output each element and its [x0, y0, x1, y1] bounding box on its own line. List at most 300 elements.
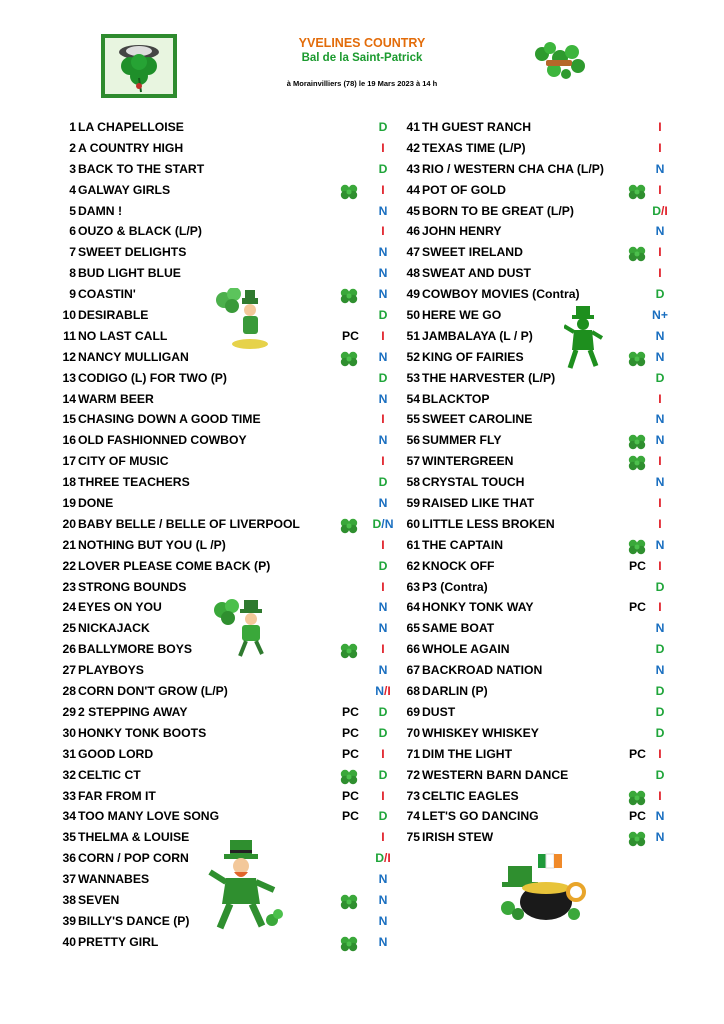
song-title: KING OF FAIRIES — [422, 349, 524, 364]
level-badge: N — [378, 496, 388, 511]
song-number: 57 — [406, 454, 420, 469]
level-badge: I — [381, 412, 385, 427]
song-title: SUMMER FLY — [422, 433, 502, 448]
song-row — [60, 514, 392, 535]
level-badge: N+ — [652, 308, 668, 323]
level-badge: D — [378, 767, 388, 782]
song-row — [404, 201, 668, 222]
song-row — [60, 932, 392, 953]
level-badge: D/I — [375, 851, 391, 866]
song-row — [404, 430, 668, 451]
song-number: 48 — [406, 266, 420, 281]
level-badge: N — [655, 433, 665, 448]
song-title: DONE — [78, 496, 114, 511]
song-number: 71 — [406, 746, 420, 761]
song-number: 19 — [62, 496, 76, 511]
song-number: 3 — [69, 161, 76, 176]
level-badge: D — [378, 809, 388, 824]
song-title: NANCY MULLIGAN — [78, 349, 189, 364]
level-badge: D — [655, 370, 665, 385]
level-badge: I — [381, 579, 385, 594]
level-badge: D — [655, 287, 665, 302]
level-badge: N — [378, 892, 388, 907]
song-row — [404, 556, 668, 577]
song-row — [404, 493, 668, 514]
song-row — [404, 409, 668, 430]
song-number: 69 — [406, 704, 420, 719]
song-row — [404, 723, 668, 744]
song-title: BILLY'S DANCE (P) — [78, 913, 190, 928]
level-badge: N — [378, 433, 388, 448]
level-badge: D — [378, 725, 388, 740]
song-number: 21 — [62, 537, 76, 552]
song-number: 16 — [62, 433, 76, 448]
level-badge: N/I — [375, 684, 391, 699]
shamrock-icon — [339, 517, 359, 535]
level-badge: I — [381, 830, 385, 845]
song-row — [404, 326, 668, 347]
song-row — [60, 117, 392, 138]
song-title: PRETTY GIRL — [78, 934, 159, 949]
song-title: WINTERGREEN — [422, 454, 514, 469]
song-number: 64 — [406, 600, 420, 615]
song-title: SAME BOAT — [422, 621, 495, 636]
level-badge: D — [378, 308, 388, 323]
song-row — [60, 639, 392, 660]
song-title: WANNABES — [78, 872, 150, 887]
level-badge: D/I — [652, 203, 668, 218]
song-title: RIO / WESTERN CHA CHA (L/P) — [422, 161, 604, 176]
level-badge: D — [655, 642, 665, 657]
song-title: COASTIN' — [78, 287, 136, 302]
level-badge: I — [381, 537, 385, 552]
level-badge: N — [378, 266, 388, 281]
song-number: 20 — [62, 516, 76, 531]
level-badge: I — [658, 454, 662, 469]
song-row — [404, 744, 668, 765]
level-badge: D — [655, 579, 665, 594]
song-row — [404, 639, 668, 660]
song-number: 40 — [62, 934, 76, 949]
level-badge: N — [655, 830, 665, 845]
song-title: CHASING DOWN A GOOD TIME — [78, 412, 261, 427]
level-badge: N — [655, 663, 665, 678]
song-list-left — [60, 117, 392, 953]
song-title: SWEAT AND DUST — [422, 266, 532, 281]
song-title: DESIRABLE — [78, 308, 149, 323]
song-number: 30 — [62, 725, 76, 740]
song-title: FAR FROM IT — [78, 788, 156, 803]
page-title: YVELINES COUNTRY — [298, 36, 426, 50]
song-number: 12 — [62, 349, 76, 364]
song-row — [60, 848, 392, 869]
level-badge: D — [655, 684, 665, 699]
song-number: 68 — [406, 684, 420, 699]
song-number: 8 — [69, 266, 76, 281]
level-badge: I — [658, 600, 662, 615]
song-number: 55 — [406, 412, 420, 427]
level-badge: I — [381, 224, 385, 239]
song-title: OUZO & BLACK (L/P) — [78, 224, 202, 239]
song-number: 31 — [62, 746, 76, 761]
song-row — [404, 765, 668, 786]
level-badge: I — [658, 496, 662, 511]
song-row — [404, 597, 668, 618]
song-number: 54 — [406, 391, 420, 406]
song-row — [60, 660, 392, 681]
song-number: 1 — [69, 120, 76, 134]
song-title: HONKY TONK WAY — [422, 600, 534, 615]
song-title: BORN TO BE GREAT (L/P) — [422, 203, 574, 218]
song-row — [60, 577, 392, 598]
song-title: A COUNTRY HIGH — [78, 140, 184, 155]
song-row — [60, 911, 392, 932]
song-row — [60, 723, 392, 744]
song-number: 37 — [62, 872, 76, 887]
song-number: 70 — [406, 725, 420, 740]
song-title: WHISKEY WHISKEY — [422, 725, 539, 740]
song-row — [60, 890, 392, 911]
shamrock-icon — [339, 183, 359, 201]
song-number: 23 — [62, 579, 76, 594]
song-title: THELMA & LOUISE — [78, 830, 190, 845]
level-badge: N — [378, 349, 388, 364]
level-badge: I — [658, 266, 662, 281]
shamrock-icon — [627, 245, 647, 263]
shamrock-icon — [627, 433, 647, 451]
song-row — [404, 618, 668, 639]
shamrock-icon — [627, 454, 647, 472]
song-number: 43 — [406, 161, 420, 176]
level-badge: N — [378, 872, 388, 887]
song-title: BACK TO THE START — [78, 161, 205, 176]
song-number: 39 — [62, 913, 76, 928]
song-row — [404, 242, 668, 263]
level-badge: N — [655, 161, 665, 176]
song-row — [60, 263, 392, 284]
level-badge: D — [378, 558, 388, 573]
pc-marker: PC — [342, 725, 359, 740]
song-row — [60, 326, 392, 347]
song-number: 56 — [406, 433, 420, 448]
song-number: 29 — [62, 704, 76, 719]
song-row — [60, 430, 392, 451]
level-badge: I — [381, 788, 385, 803]
song-number: 47 — [406, 245, 420, 260]
song-row — [60, 284, 392, 305]
song-number: 32 — [62, 767, 76, 782]
song-title: JAMBALAYA (L / P) — [422, 328, 533, 343]
song-number: 22 — [62, 558, 76, 573]
level-badge: I — [658, 120, 662, 134]
level-badge: N — [378, 934, 388, 949]
song-title: CITY OF MUSIC — [78, 454, 169, 469]
song-row — [60, 368, 392, 389]
level-badge: D — [378, 704, 388, 719]
song-row — [404, 514, 668, 535]
level-badge: N — [378, 391, 388, 406]
song-title: PLAYBOYS — [78, 663, 144, 678]
song-number: 75 — [406, 830, 420, 845]
song-title: BABY BELLE / BELLE OF LIVERPOOL — [78, 516, 300, 531]
level-badge: I — [381, 746, 385, 761]
song-title: POT OF GOLD — [422, 182, 506, 197]
song-title: IRISH STEW — [422, 830, 494, 845]
level-badge: I — [658, 788, 662, 803]
song-row — [404, 180, 668, 201]
level-badge: N — [378, 245, 388, 260]
song-title: OLD FASHIONNED COWBOY — [78, 433, 247, 448]
song-title: WHOLE AGAIN — [422, 642, 510, 657]
shamrock-icon — [627, 350, 647, 368]
song-number: 26 — [62, 642, 76, 657]
song-number: 66 — [406, 642, 420, 657]
level-badge: I — [658, 140, 662, 155]
level-badge: N — [655, 412, 665, 427]
song-title: CRYSTAL TOUCH — [422, 475, 525, 490]
song-title: CORN / POP CORN — [78, 851, 189, 866]
song-row — [404, 472, 668, 493]
song-title: LA CHAPELLOISE — [78, 120, 184, 134]
song-number: 63 — [406, 579, 420, 594]
shamrock-icon — [339, 350, 359, 368]
song-number: 9 — [69, 287, 76, 302]
song-row — [404, 389, 668, 410]
song-row — [404, 786, 668, 807]
song-row — [60, 242, 392, 263]
song-number: 17 — [62, 454, 76, 469]
pc-marker: PC — [342, 328, 359, 343]
level-badge: I — [381, 454, 385, 469]
song-title: WESTERN BARN DANCE — [422, 767, 569, 782]
shamrock-cluster-icon — [532, 40, 588, 82]
song-number: 6 — [69, 224, 76, 239]
song-row — [60, 702, 392, 723]
song-row — [404, 347, 668, 368]
pc-marker: PC — [342, 809, 359, 824]
song-row — [404, 117, 668, 138]
song-number: 65 — [406, 621, 420, 636]
song-number: 24 — [62, 600, 76, 615]
song-number: 4 — [69, 182, 76, 197]
pc-marker: PC — [342, 704, 359, 719]
song-title: RAISED LIKE THAT — [422, 496, 535, 511]
song-title: CELTIC CT — [78, 767, 141, 782]
song-row — [404, 451, 668, 472]
pc-marker: PC — [342, 746, 359, 761]
shamrock-icon — [627, 830, 647, 848]
level-badge: D — [655, 725, 665, 740]
level-badge: N — [655, 621, 665, 636]
level-badge: D — [378, 120, 388, 134]
song-title: COWBOY MOVIES (Contra) — [422, 287, 580, 302]
level-badge: N — [655, 328, 665, 343]
shamrock-icon — [339, 287, 359, 305]
song-title: BACKROAD NATION — [422, 663, 543, 678]
shamrock-icon — [627, 183, 647, 201]
song-row — [404, 806, 668, 827]
level-badge: N — [655, 809, 665, 824]
song-row — [404, 681, 668, 702]
song-number: 34 — [62, 809, 76, 824]
level-badge: I — [658, 516, 662, 531]
song-title: STRONG BOUNDS — [78, 579, 187, 594]
shamrock-icon — [339, 893, 359, 911]
song-row — [60, 305, 392, 326]
song-title: SWEET IRELAND — [422, 245, 523, 260]
song-number: 15 — [62, 412, 76, 427]
song-number: 73 — [406, 788, 420, 803]
song-row — [60, 869, 392, 890]
song-row — [404, 660, 668, 681]
song-title: LOVER PLEASE COME BACK (P) — [78, 558, 271, 573]
song-number: 53 — [406, 370, 420, 385]
level-badge: I — [381, 182, 385, 197]
song-title: NICKAJACK — [78, 621, 150, 636]
song-title: EYES ON YOU — [78, 600, 162, 615]
song-row — [60, 138, 392, 159]
level-badge: N — [655, 224, 665, 239]
event-details: à Morainvilliers (78) le 19 Mars 2023 à 14 h — [286, 79, 438, 88]
song-number: 36 — [62, 851, 76, 866]
level-badge: I — [658, 391, 662, 406]
pc-marker: PC — [629, 558, 646, 573]
song-number: 51 — [406, 328, 420, 343]
song-number: 50 — [406, 308, 420, 323]
song-row — [60, 389, 392, 410]
song-number: 14 — [62, 391, 76, 406]
level-badge: I — [658, 245, 662, 260]
song-title: TOO MANY LOVE SONG — [78, 809, 220, 824]
level-badge: N — [655, 349, 665, 364]
song-row — [60, 765, 392, 786]
song-number: 61 — [406, 537, 420, 552]
song-row — [404, 284, 668, 305]
song-row — [404, 535, 668, 556]
song-number: 27 — [62, 663, 76, 678]
song-number: 5 — [69, 203, 76, 218]
song-number: 46 — [406, 224, 420, 239]
song-row — [60, 681, 392, 702]
song-row — [60, 827, 392, 848]
song-title: HERE WE GO — [422, 308, 502, 323]
song-title: NO LAST CALL — [78, 328, 168, 343]
shamrock-icon — [627, 538, 647, 556]
level-badge: D — [655, 767, 665, 782]
song-title: TEXAS TIME (L/P) — [422, 140, 526, 155]
song-number: 33 — [62, 788, 76, 803]
song-title: BLACKTOP — [422, 391, 490, 406]
shamrock-icon — [339, 935, 359, 953]
song-title: WARM BEER — [78, 391, 154, 406]
song-row — [60, 180, 392, 201]
song-title: CODIGO (L) FOR TWO (P) — [78, 370, 227, 385]
song-number: 72 — [406, 767, 420, 782]
song-title: 2 STEPPING AWAY — [78, 704, 188, 719]
song-title: THE HARVESTER (L/P) — [422, 370, 556, 385]
song-row — [60, 201, 392, 222]
pot-of-gold-icon — [494, 852, 586, 924]
level-badge: D/N — [372, 516, 394, 531]
level-badge: N — [378, 663, 388, 678]
level-badge: D — [378, 370, 388, 385]
song-number: 7 — [69, 245, 76, 260]
song-number: 11 — [63, 328, 76, 343]
level-badge: I — [658, 746, 662, 761]
song-row — [404, 159, 668, 180]
song-row — [60, 556, 392, 577]
song-row — [404, 827, 668, 848]
song-title: LITTLE LESS BROKEN — [422, 516, 555, 531]
song-number: 28 — [62, 684, 76, 699]
song-number: 42 — [406, 140, 420, 155]
level-badge: N — [655, 475, 665, 490]
song-title: BUD LIGHT BLUE — [78, 266, 181, 281]
song-title: GOOD LORD — [78, 746, 154, 761]
song-number: 60 — [406, 516, 420, 531]
song-row — [60, 493, 392, 514]
level-badge: I — [658, 558, 662, 573]
song-title: CELTIC EAGLES — [422, 788, 519, 803]
song-row — [404, 305, 668, 326]
level-badge: N — [378, 287, 388, 302]
song-title: CORN DON'T GROW (L/P) — [78, 684, 228, 699]
level-badge: I — [658, 182, 662, 197]
song-row — [60, 451, 392, 472]
song-row — [404, 221, 668, 242]
song-row — [60, 786, 392, 807]
song-title: DIM THE LIGHT — [422, 746, 513, 761]
song-number: 58 — [406, 475, 420, 490]
song-number: 52 — [406, 349, 420, 364]
song-row — [60, 221, 392, 242]
song-number: 10 — [62, 308, 76, 323]
song-title: SEVEN — [78, 892, 120, 907]
song-row — [60, 409, 392, 430]
song-title: THREE TEACHERS — [78, 475, 190, 490]
song-number: 38 — [62, 892, 76, 907]
song-title: KNOCK OFF — [422, 558, 495, 573]
song-row — [60, 347, 392, 368]
song-title: JOHN HENRY — [422, 224, 502, 239]
song-title: DARLIN (P) — [422, 684, 488, 699]
song-number: 25 — [62, 621, 76, 636]
pc-marker: PC — [629, 809, 646, 824]
song-row — [60, 744, 392, 765]
song-row — [404, 368, 668, 389]
song-row — [60, 535, 392, 556]
song-number: 45 — [406, 203, 420, 218]
shamrock-icon — [339, 768, 359, 786]
level-badge: N — [378, 600, 388, 615]
song-title: NOTHING BUT YOU (L /P) — [78, 537, 226, 552]
song-title: HONKY TONK BOOTS — [78, 725, 207, 740]
song-title: GALWAY GIRLS — [78, 182, 171, 197]
level-badge: N — [655, 537, 665, 552]
song-list-right — [404, 117, 668, 848]
song-title: THE CAPTAIN — [422, 537, 504, 552]
song-number: 41 — [406, 120, 420, 134]
song-number: 18 — [62, 475, 76, 490]
level-badge: I — [381, 140, 385, 155]
song-row — [60, 618, 392, 639]
song-title: SWEET DELIGHTS — [78, 245, 187, 260]
song-number: 49 — [406, 287, 420, 302]
pc-marker: PC — [629, 746, 646, 761]
pc-marker: PC — [629, 600, 646, 615]
shamrock-hat-logo — [101, 34, 177, 98]
song-row — [60, 159, 392, 180]
